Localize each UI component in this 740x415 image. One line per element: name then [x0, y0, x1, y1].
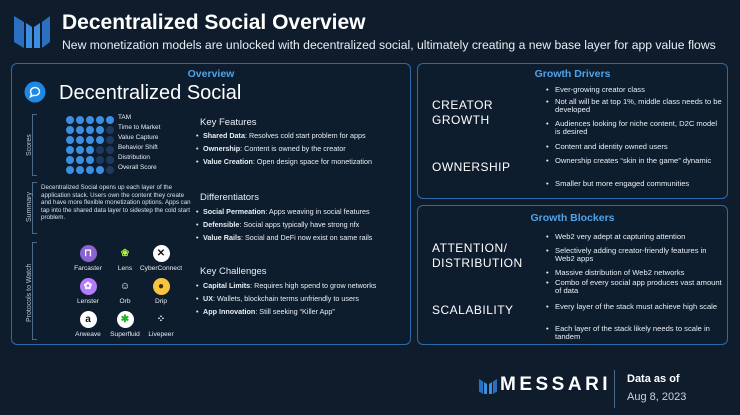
messari-brand: MESSARI — [500, 374, 612, 395]
protocol-cyberconnect[interactable] — [136, 245, 186, 272]
protocol-label: Livepeer — [148, 331, 174, 338]
scalability-label: SCALABILITY — [432, 303, 514, 317]
protocol-livepeer[interactable] — [136, 311, 186, 338]
score-dot — [96, 146, 104, 154]
score-label: Overall Score — [118, 164, 157, 171]
key-challenge-item: • Capital Limits: Requires high spend to grow networks — [203, 281, 376, 290]
messari-logo-icon — [12, 12, 52, 52]
blocker-bullet: • Massive distribution of Web2 networks — [555, 269, 723, 277]
score-dot — [106, 136, 114, 144]
score-dot — [106, 166, 114, 174]
driver-bullet: • Ownership creates “skin in the game” dynamic — [555, 157, 723, 165]
differentiator-item: • Defensible: Social apps typically have strong nfx — [203, 220, 359, 229]
page-title: Decentralized Social Overview — [62, 11, 366, 34]
score-dot — [66, 156, 74, 164]
superfluid-icon: ✱ — [117, 311, 134, 328]
creator-growth-label: CREATOR GROWTH — [432, 98, 494, 127]
score-dot — [76, 116, 84, 124]
score-dot — [106, 146, 114, 154]
protocol-label: Arweave — [75, 331, 101, 338]
driver-bullet: • Not all will be at top 1%, middle class needs to be developed — [555, 98, 723, 114]
driver-bullet: • Content and identity owned users — [555, 143, 723, 151]
differentiators-heading: Differentiators — [200, 192, 259, 203]
score-dot — [106, 126, 114, 134]
arweave-icon: a — [80, 311, 97, 328]
score-dot — [76, 146, 84, 154]
score-dot — [66, 116, 74, 124]
farcaster-icon: ⊓ — [80, 245, 97, 262]
key-challenges-heading: Key Challenges — [200, 266, 267, 277]
blocker-bullet: • Each layer of the stack likely needs to scale in tandem — [555, 325, 723, 341]
score-dot — [66, 166, 74, 174]
footer-divider — [614, 370, 615, 408]
growth-drivers-title: Growth Drivers — [534, 68, 611, 80]
score-dot — [96, 116, 104, 124]
blocker-bullet: • Web2 very adept at capturing attention — [555, 233, 723, 241]
protocol-label: CyberConnect — [139, 265, 183, 272]
score-dot — [66, 146, 74, 154]
summary-side-label: Summary — [26, 192, 33, 222]
protocol-label: Lens — [117, 265, 133, 272]
key-feature-item: • Ownership: Content is owned by the creator — [203, 144, 346, 153]
score-dot — [86, 126, 94, 134]
data-date: Aug 8, 2023 — [627, 391, 687, 403]
differentiator-item: • Value Rails: Social and DeFi now exist on same rails — [203, 233, 372, 242]
lenster-icon: ✿ — [80, 278, 97, 295]
overview-panel-title: Overview — [187, 68, 235, 80]
score-dot — [86, 156, 94, 164]
protocol-drip[interactable] — [136, 278, 186, 305]
messari-footer-logo-icon — [478, 377, 498, 395]
score-dot — [96, 166, 104, 174]
score-dot — [76, 156, 84, 164]
driver-bullet: • Ever-growing creator class — [555, 86, 723, 94]
score-dot — [86, 136, 94, 144]
score-dot — [106, 156, 114, 164]
differentiator-item: • Social Permeation: Apps weaving in social features — [203, 207, 370, 216]
driver-bullet: • Smaller but more engaged communities — [555, 180, 723, 188]
score-label: Distribution — [118, 154, 150, 161]
key-features-heading: Key Features — [200, 117, 257, 128]
key-challenge-item: • App Innovation: Still seeking “Killer App” — [203, 307, 335, 316]
score-dot — [66, 136, 74, 144]
key-feature-item: • Shared Data: Resolves cold start problem for apps — [203, 131, 366, 140]
overview-title: Decentralized Social — [59, 82, 242, 104]
protocol-label: Lenster — [77, 298, 99, 305]
score-label: Time to Market — [118, 124, 161, 131]
score-label: TAM — [118, 114, 132, 121]
score-label: Behavior Shift — [118, 144, 158, 151]
score-dot — [86, 166, 94, 174]
key-feature-item: • Value Creation: Open design space for monetization — [203, 157, 372, 166]
ownership-label: OWNERSHIP — [432, 160, 511, 174]
score-dot — [86, 146, 94, 154]
protocol-label: Orb — [119, 298, 131, 305]
score-dot — [66, 126, 74, 134]
scores-side-label: Scores — [26, 134, 33, 156]
drip-icon: ● — [153, 278, 170, 295]
driver-bullet: • Audiences looking for niche content, D2C model is desired — [555, 120, 723, 136]
page-subtitle: New monetization models are unlocked with decentralized social, ultimately creating a new base layer for app value flows — [62, 38, 716, 52]
score-dot — [86, 116, 94, 124]
blocker-bullet: • Every layer of the stack must achieve high scale — [555, 303, 723, 311]
score-dot — [96, 156, 104, 164]
decentralized-social-icon — [24, 81, 46, 103]
score-dot — [76, 166, 84, 174]
protocol-label: Farcaster — [74, 265, 102, 272]
lens-icon: ❀ — [120, 248, 130, 259]
orb-icon: ☺ — [119, 281, 131, 292]
livepeer-icon: ⁘ — [156, 314, 166, 325]
protocol-label: Drip — [154, 298, 168, 305]
score-dot — [76, 126, 84, 134]
blocker-bullet: • Combo of every social app produces vast amount of data — [555, 279, 723, 295]
score-dot — [76, 136, 84, 144]
cyberconnect-icon: ✕ — [153, 245, 170, 262]
score-label: Value Capture — [118, 134, 159, 141]
key-challenge-item: • UX: Wallets, blockchain terms unfriendly to users — [203, 294, 359, 303]
attention-distribution-label: ATTENTION/ DISTRIBUTION — [432, 241, 523, 270]
protocols-side-label: Protocols to Watch — [26, 263, 33, 322]
protocol-label: Superfluid — [110, 331, 140, 338]
summary-text: Decentralized Social opens up each layer of the application stack. Users own the content they create and have more flexible monetization options. Apps can tap into the shared data layer to sidestep the cold start problem. — [41, 184, 191, 222]
data-as-of-label: Data as of — [627, 373, 680, 385]
growth-blockers-title: Growth Blockers — [530, 212, 615, 224]
blocker-bullet: • Selectively adding creator-friendly features in Web2 apps — [555, 247, 723, 263]
score-dot — [96, 126, 104, 134]
score-dot — [96, 136, 104, 144]
score-dot — [106, 116, 114, 124]
